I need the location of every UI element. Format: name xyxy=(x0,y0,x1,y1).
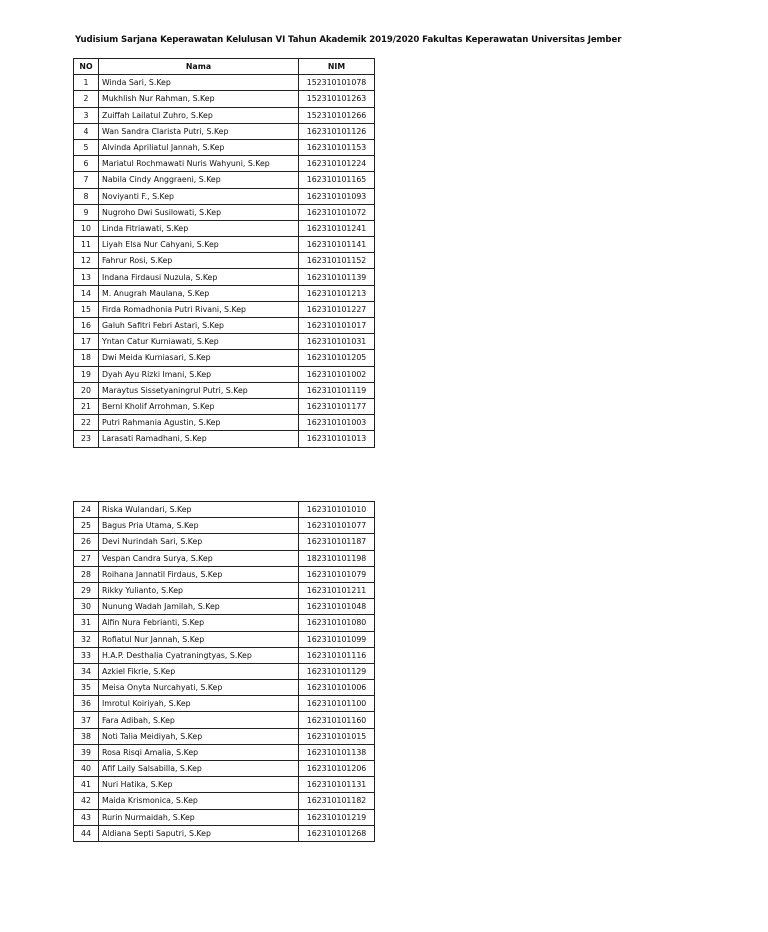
table-row xyxy=(74,139,375,155)
cell-nama: Larasati Ramadhani, S.Kep xyxy=(99,431,299,447)
graduates-table-part-1 xyxy=(73,58,375,448)
cell-nama: Liyah Elsa Nur Cahyani, S.Kep xyxy=(99,237,299,253)
cell-nama: Imrotul Koiriyah, S.Kep xyxy=(99,696,299,712)
cell-no: 21 xyxy=(74,398,99,414)
cell-nim: 162310101206 xyxy=(299,761,375,777)
table-row xyxy=(74,318,375,334)
cell-nama: Azkiel Fikrie, S.Kep xyxy=(99,663,299,679)
cell-nama: Alvinda Apriliatul Jannah, S.Kep xyxy=(99,139,299,155)
cell-nama: M. Anugrah Maulana, S.Kep xyxy=(99,285,299,301)
graduates-table-part-2 xyxy=(73,501,375,842)
cell-no: 6 xyxy=(74,156,99,172)
table-row xyxy=(74,680,375,696)
cell-no: 12 xyxy=(74,253,99,269)
table-row xyxy=(74,647,375,663)
cell-nim: 162310101015 xyxy=(299,728,375,744)
cell-nama: Nunung Wadah Jamilah, S.Kep xyxy=(99,599,299,615)
cell-no: 24 xyxy=(74,502,99,518)
cell-nim: 162310101126 xyxy=(299,123,375,139)
cell-no: 3 xyxy=(74,107,99,123)
cell-nama: Firda Romadhonia Putri Rivani, S.Kep xyxy=(99,301,299,317)
cell-nim: 152310101078 xyxy=(299,75,375,91)
cell-no: 41 xyxy=(74,777,99,793)
cell-no: 43 xyxy=(74,809,99,825)
table-row xyxy=(74,431,375,447)
table-row xyxy=(74,566,375,582)
cell-nama: Wan Sandra Clarista Putri, S.Kep xyxy=(99,123,299,139)
header-no: NO xyxy=(74,59,99,75)
cell-no: 31 xyxy=(74,615,99,631)
table-row xyxy=(74,301,375,317)
cell-nama: Rikky Yulianto, S.Kep xyxy=(99,582,299,598)
cell-nama: Fahrur Rosi, S.Kep xyxy=(99,253,299,269)
cell-no: 18 xyxy=(74,350,99,366)
cell-nama: Dyah Ayu Rizki Imani, S.Kep xyxy=(99,366,299,382)
table-row xyxy=(74,582,375,598)
cell-nama: Nabila Cindy Anggraeni, S.Kep xyxy=(99,172,299,188)
header-nim: NIM xyxy=(299,59,375,75)
cell-nim: 162310101002 xyxy=(299,366,375,382)
cell-no: 30 xyxy=(74,599,99,615)
table-row xyxy=(74,518,375,534)
cell-no: 2 xyxy=(74,91,99,107)
table-row xyxy=(74,415,375,431)
cell-nim: 162310101182 xyxy=(299,793,375,809)
cell-nim: 162310101010 xyxy=(299,502,375,518)
cell-nim: 162310101100 xyxy=(299,696,375,712)
cell-nama: Yntan Catur Kurniawati, S.Kep xyxy=(99,334,299,350)
cell-nim: 162310101165 xyxy=(299,172,375,188)
cell-no: 28 xyxy=(74,566,99,582)
document-title: Yudisium Sarjana Keperawatan Kelulusan VI Tahun Akademik 2019/2020 Fakultas Keperawatan Universitas Jember xyxy=(75,35,622,45)
cell-nim: 162310101213 xyxy=(299,285,375,301)
cell-nama: Mariatul Rochmawati Nuris Wahyuni, S.Kep xyxy=(99,156,299,172)
cell-nim: 162310101077 xyxy=(299,518,375,534)
table-row xyxy=(74,728,375,744)
cell-no: 20 xyxy=(74,382,99,398)
cell-no: 37 xyxy=(74,712,99,728)
cell-no: 5 xyxy=(74,139,99,155)
table-row xyxy=(74,366,375,382)
cell-nama: Vespan Candra Surya, S.Kep xyxy=(99,550,299,566)
table-row xyxy=(74,712,375,728)
cell-nim: 162310101227 xyxy=(299,301,375,317)
cell-nama: Nugroho Dwi Susilowati, S.Kep xyxy=(99,204,299,220)
table-header-row xyxy=(74,59,375,75)
cell-no: 44 xyxy=(74,825,99,841)
cell-no: 36 xyxy=(74,696,99,712)
cell-nama: Fara Adibah, S.Kep xyxy=(99,712,299,728)
table-row xyxy=(74,761,375,777)
cell-no: 38 xyxy=(74,728,99,744)
cell-no: 39 xyxy=(74,744,99,760)
cell-nim: 162310101048 xyxy=(299,599,375,615)
table-row xyxy=(74,825,375,841)
cell-nim: 162310101153 xyxy=(299,139,375,155)
table-row xyxy=(74,599,375,615)
cell-nama: Mukhlish Nur Rahman, S.Kep xyxy=(99,91,299,107)
cell-nama: Indana Firdausi Nuzula, S.Kep xyxy=(99,269,299,285)
cell-no: 32 xyxy=(74,631,99,647)
cell-nama: Noti Talia Meidiyah, S.Kep xyxy=(99,728,299,744)
table-row xyxy=(74,123,375,139)
cell-nama: Rurin Nurmaidah, S.Kep xyxy=(99,809,299,825)
cell-nama: Alfin Nura Febrianti, S.Kep xyxy=(99,615,299,631)
cell-no: 9 xyxy=(74,204,99,220)
table-row xyxy=(74,334,375,350)
table-row xyxy=(74,75,375,91)
cell-nim: 162310101241 xyxy=(299,220,375,236)
cell-no: 26 xyxy=(74,534,99,550)
cell-nim: 162310101131 xyxy=(299,777,375,793)
cell-nim: 162310101003 xyxy=(299,415,375,431)
cell-no: 14 xyxy=(74,285,99,301)
table-row xyxy=(74,220,375,236)
table-row xyxy=(74,237,375,253)
table-row xyxy=(74,204,375,220)
cell-nim: 162310101152 xyxy=(299,253,375,269)
cell-nama: Maida Krismonica, S.Kep xyxy=(99,793,299,809)
cell-nim: 162310101072 xyxy=(299,204,375,220)
table-row xyxy=(74,809,375,825)
table-row xyxy=(74,91,375,107)
cell-nim: 162310101093 xyxy=(299,188,375,204)
table-row xyxy=(74,107,375,123)
cell-nama: Zuiffah Lailatul Zuhro, S.Kep xyxy=(99,107,299,123)
cell-nama: Rosa Risqi Amalia, S.Kep xyxy=(99,744,299,760)
table-row xyxy=(74,350,375,366)
cell-no: 33 xyxy=(74,647,99,663)
cell-nim: 162310101080 xyxy=(299,615,375,631)
cell-no: 1 xyxy=(74,75,99,91)
cell-nama: Noviyanti F., S.Kep xyxy=(99,188,299,204)
cell-nim: 162310101211 xyxy=(299,582,375,598)
cell-no: 11 xyxy=(74,237,99,253)
cell-nim: 162310101160 xyxy=(299,712,375,728)
cell-no: 40 xyxy=(74,761,99,777)
cell-nama: Linda Fitriawati, S.Kep xyxy=(99,220,299,236)
cell-nim: 162310101205 xyxy=(299,350,375,366)
cell-no: 22 xyxy=(74,415,99,431)
cell-no: 17 xyxy=(74,334,99,350)
cell-nama: Riska Wulandari, S.Kep xyxy=(99,502,299,518)
cell-no: 4 xyxy=(74,123,99,139)
cell-nim: 162310101006 xyxy=(299,680,375,696)
table-row xyxy=(74,253,375,269)
cell-no: 34 xyxy=(74,663,99,679)
cell-no: 13 xyxy=(74,269,99,285)
cell-nama: Aldiana Septi Saputri, S.Kep xyxy=(99,825,299,841)
cell-no: 42 xyxy=(74,793,99,809)
cell-nama: Bernl Kholif Arrohman, S.Kep xyxy=(99,398,299,414)
table-row xyxy=(74,398,375,414)
cell-nim: 162310101139 xyxy=(299,269,375,285)
table-row xyxy=(74,744,375,760)
table-row xyxy=(74,550,375,566)
table-row xyxy=(74,631,375,647)
table-row xyxy=(74,502,375,518)
cell-nama: Afif Laily Salsabilla, S.Kep xyxy=(99,761,299,777)
table-row xyxy=(74,696,375,712)
table-row xyxy=(74,793,375,809)
cell-no: 35 xyxy=(74,680,99,696)
cell-nim: 162310101119 xyxy=(299,382,375,398)
cell-nim: 162310101268 xyxy=(299,825,375,841)
header-nama: Nama xyxy=(99,59,299,75)
cell-nim: 162310101013 xyxy=(299,431,375,447)
cell-nama: Putri Rahmania Agustin, S.Kep xyxy=(99,415,299,431)
cell-nim: 162310101116 xyxy=(299,647,375,663)
cell-nama: Bagus Pria Utama, S.Kep xyxy=(99,518,299,534)
cell-nim: 162310101079 xyxy=(299,566,375,582)
cell-nama: Meisa Onyta Nurcahyati, S.Kep xyxy=(99,680,299,696)
cell-nim: 162310101017 xyxy=(299,318,375,334)
cell-nim: 162310101187 xyxy=(299,534,375,550)
table-row xyxy=(74,172,375,188)
cell-no: 23 xyxy=(74,431,99,447)
table-row xyxy=(74,269,375,285)
table-row xyxy=(74,663,375,679)
cell-nim: 162310101177 xyxy=(299,398,375,414)
cell-nama: Maraytus Sissetyaningrul Putri, S.Kep xyxy=(99,382,299,398)
cell-nim: 162310101141 xyxy=(299,237,375,253)
cell-nama: Rofiatul Nur Jannah, S.Kep xyxy=(99,631,299,647)
cell-no: 16 xyxy=(74,318,99,334)
cell-no: 7 xyxy=(74,172,99,188)
table-row xyxy=(74,382,375,398)
cell-no: 19 xyxy=(74,366,99,382)
cell-no: 15 xyxy=(74,301,99,317)
table-row xyxy=(74,534,375,550)
cell-nim: 162310101138 xyxy=(299,744,375,760)
table-row xyxy=(74,156,375,172)
cell-no: 27 xyxy=(74,550,99,566)
cell-no: 25 xyxy=(74,518,99,534)
cell-nim: 162310101219 xyxy=(299,809,375,825)
cell-nama: H.A.P. Desthalia Cyatraningtyas, S.Kep xyxy=(99,647,299,663)
cell-nama: Winda Sari, S.Kep xyxy=(99,75,299,91)
cell-nama: Nuri Hatika, S.Kep xyxy=(99,777,299,793)
table-row xyxy=(74,285,375,301)
cell-nim: 162310101099 xyxy=(299,631,375,647)
cell-nama: Devi Nurindah Sari, S.Kep xyxy=(99,534,299,550)
table-row xyxy=(74,777,375,793)
table-row xyxy=(74,188,375,204)
cell-no: 10 xyxy=(74,220,99,236)
cell-no: 29 xyxy=(74,582,99,598)
cell-nim: 162310101129 xyxy=(299,663,375,679)
cell-nama: Galuh Safitri Febri Astari, S.Kep xyxy=(99,318,299,334)
cell-nama: Roihana Jannatil Firdaus, S.Kep xyxy=(99,566,299,582)
cell-nim: 152310101263 xyxy=(299,91,375,107)
cell-no: 8 xyxy=(74,188,99,204)
cell-nim: 152310101266 xyxy=(299,107,375,123)
cell-nama: Dwi Meida Kurniasari, S.Kep xyxy=(99,350,299,366)
cell-nim: 182310101198 xyxy=(299,550,375,566)
cell-nim: 162310101031 xyxy=(299,334,375,350)
cell-nim: 162310101224 xyxy=(299,156,375,172)
table-row xyxy=(74,615,375,631)
